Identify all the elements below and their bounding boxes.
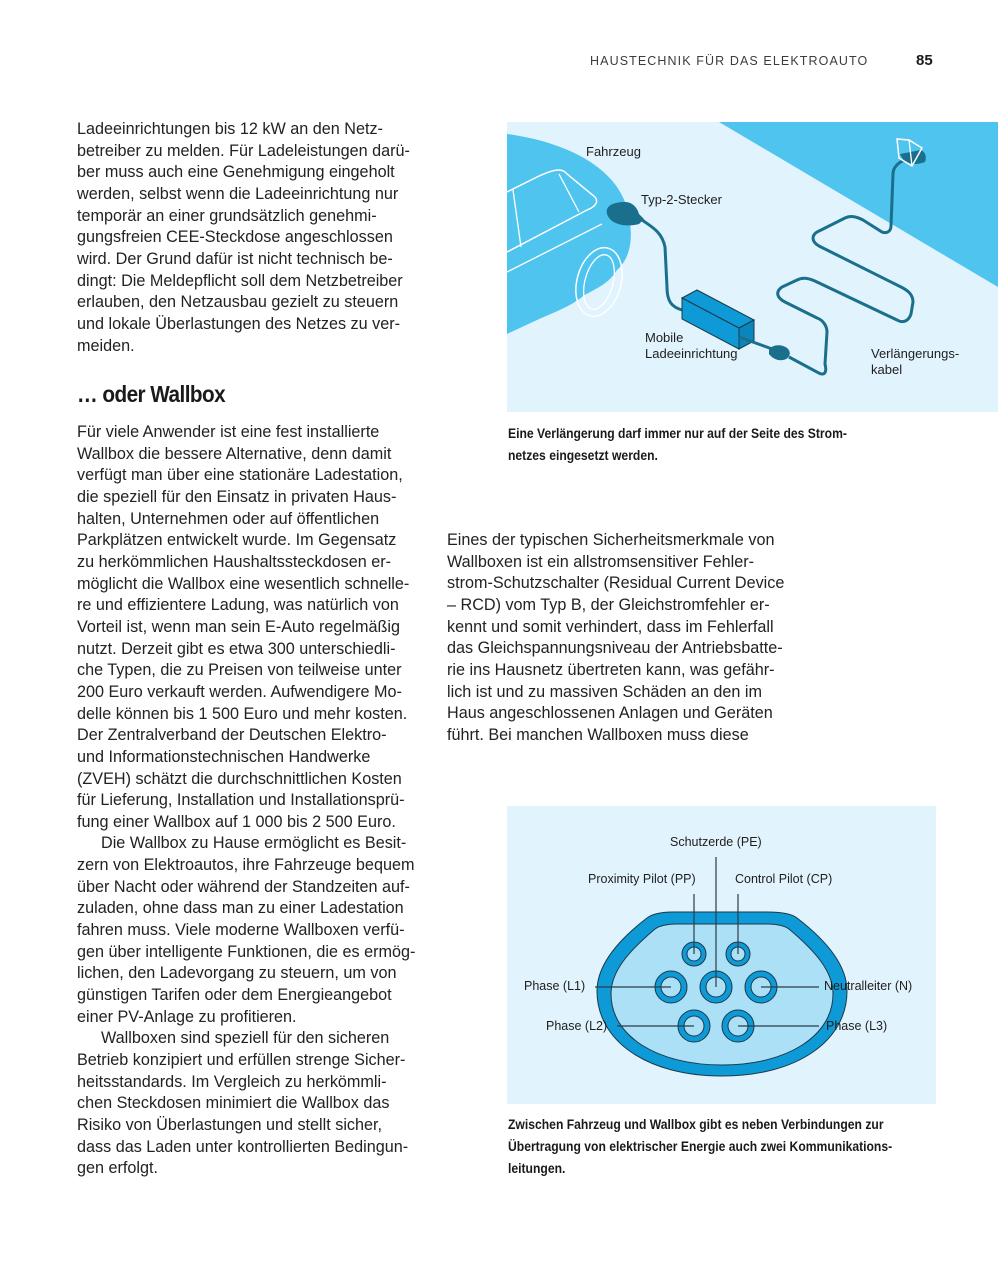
text-line: für Lieferung, Installation und Installationsprü- [77,791,405,810]
pinout-graphic [507,806,936,1104]
text-line: günstigen Tarifen oder dem Energieangebot [77,986,392,1005]
text-line: die speziell für den Einsatz in privaten Haus- [77,487,397,506]
charging-setup-illustration [507,122,998,412]
text-line: che Typen, die zu Preisen von teilweise unter [77,661,402,680]
text-line: führt. Bei manchen Wallboxen muss diese [447,725,749,744]
text-line: Wallboxen ist ein allstromsensitiver Fehler- [447,552,755,571]
text-line: lich ist und zu massiven Schäden an den im [447,682,762,701]
text-line: zuladen, ohne dass man zu einer Ladestation [77,899,404,918]
label-n: Neutralleiter (N) [824,979,913,993]
text-line: Wallboxen sind speziell für den sicheren [101,1029,390,1048]
text-line: betreiber zu melden. Für Ladeleistungen darü- [77,141,410,160]
text-line: werden, selbst wenn die Ladeeinrichtung nur [77,184,399,203]
text-line: strom-Schutzschalter (Residual Current Device [447,574,785,593]
text-line: das Gleichspannungsniveau der Antriebsbatte- [447,639,783,658]
text-line: rie ins Hausnetz übertreten kann, was gefähr- [447,660,775,679]
right-paragraph [447,530,784,747]
text-line: lichen, den Ladevorgang zu steuern, um von [77,964,397,983]
caption-line: Eine Verlängerung darf immer nur auf der Seite des Strom- [508,426,847,441]
text-line: – RCD) vom Typ B, der Gleichstromfehler er- [447,595,770,614]
text-line: zern von Elektroautos, ihre Fahrzeuge bequem [77,856,415,875]
text-line: halten, Unternehmen oder auf öffentlichen [77,509,380,528]
text-line: verfügt man über eine stationäre Ladestation, [77,466,403,485]
running-header-title: HAUSTECHNIK FÜR DAS ELEKTROAUTO [590,54,869,68]
caption-line: Übertragung von elektrischer Energie auch zwei Kommunikations- [508,1139,893,1154]
text-line: Risiko von Überlastungen und stellt sicher, [77,1116,383,1134]
text-line: fahren muss. Viele moderne Wallboxen verfü- [77,921,405,940]
text-line: delle können bis 1 500 Euro und mehr kosten. [77,704,408,723]
text-line: Parkplätzen entwickelt wurde. Im Gegensatz [77,531,397,550]
text-line: kennt und somit verhindert, dass im Fehlerfall [447,617,774,636]
text-line: re und effizientere Ladung, was natürlich von [77,596,399,615]
label-mobile-charger-2: Ladeeinrichtung [645,346,738,361]
text-line: Der Zentralverband der Deutschen Elektro- [77,726,387,745]
text-line: zu herkömmlichen Haushaltssteckdosen er- [77,552,391,571]
text-line: Vorteil ist, wenn man sein E-Auto regelmäßig [77,617,400,636]
caption-line: netzes eingesetzt werden. [508,448,658,463]
caption-line: leitungen. [508,1161,566,1176]
text-line: chen Steckdosen minimiert die Wallbox das [77,1094,390,1113]
label-l2: Phase (L2) [546,1019,608,1033]
body-paragraphs [77,422,415,1180]
label-extension-2: kabel [871,362,903,377]
section-heading: … oder Wallbox [77,381,226,407]
label-mobile-charger: Mobile [645,330,684,345]
text-line: gen erfolgt. [77,1159,158,1178]
text-line: einer PV-Anlage zu profitieren. [77,1007,297,1026]
text-line: Haus angeschlossenen Anlagen und Geräten [447,704,773,723]
text-line: Wallbox die bessere Alternative, denn damit [77,444,392,463]
caption-line: Zwischen Fahrzeug und Wallbox gibt es neben Verbindungen zur [508,1117,884,1132]
text-line: Die Wallbox zu Hause ermöglicht es Besit- [101,834,407,853]
label-pp: Proximity Pilot (PP) [588,872,696,886]
text-line: erlauben, den Netzausbau gezielt zu steuern [77,293,399,312]
label-pe: Schutzerde (PE) [670,835,762,849]
text-line: über Nacht oder während der Standzeiten auf- [77,877,410,896]
label-vehicle: Fahrzeug [586,144,641,159]
text-line: und lokale Überlastungen des Netzes zu ver- [77,314,401,333]
type2-pinout-diagram [507,806,936,1104]
text-line: meiden. [77,336,135,355]
text-line: möglicht die Wallbox eine wesentlich schnelle- [77,574,410,593]
figure1-caption [508,423,847,467]
text-line: dass das Laden unter kontrollierten Bedingun- [77,1137,409,1156]
text-line: fung einer Wallbox auf 1 000 bis 2 500 Euro. [77,812,396,831]
text-line: wird. Der Grund dafür ist nicht technisch be- [77,249,393,268]
intro-paragraph [77,119,410,357]
text-line: 200 Euro verkauft werden. Aufwendigere Mo- [77,682,402,701]
text-line: (ZVEH) schätzt die durchschnittlichen Kosten [77,769,402,788]
text-line: heitsstandards. Im Vergleich zu herkömmli- [77,1072,387,1091]
page-number: 85 [916,52,933,69]
text-line: dingt: Die Meldepflicht soll dem Netzbetreiber [77,271,403,290]
label-plug: Typ-2-Stecker [641,192,722,207]
text-line: und Informationstechnischen Handwerke [77,747,371,766]
text-line: temporär an einer grundsätzlich genehmi- [77,206,377,225]
label-extension: Verlängerungs- [871,346,960,361]
label-cp: Control Pilot (CP) [735,872,833,886]
text-line: gen über intelligente Funktionen, die es ermög- [77,942,416,961]
text-line: nutzt. Derzeit gibt es etwa 300 unterschiedli- [77,639,396,658]
label-l1: Phase (L1) [524,979,586,993]
illustration-graphic [507,122,998,412]
figure2-caption [508,1114,892,1180]
text-line: ber muss auch eine Genehmigung eingeholt [77,163,395,182]
text-line: Betrieb konzipiert und erfüllen strenge Sicher- [77,1051,406,1070]
label-l3: Phase (L3) [826,1019,888,1033]
text-line: Eines der typischen Sicherheitsmerkmale von [447,531,775,549]
text-line: Für viele Anwender ist eine fest installierte [77,423,380,441]
text-line: Ladeeinrichtungen bis 12 kW an den Netz- [77,120,383,138]
text-line: gungsfreien CEE-Steckdose angeschlossen [77,228,393,247]
